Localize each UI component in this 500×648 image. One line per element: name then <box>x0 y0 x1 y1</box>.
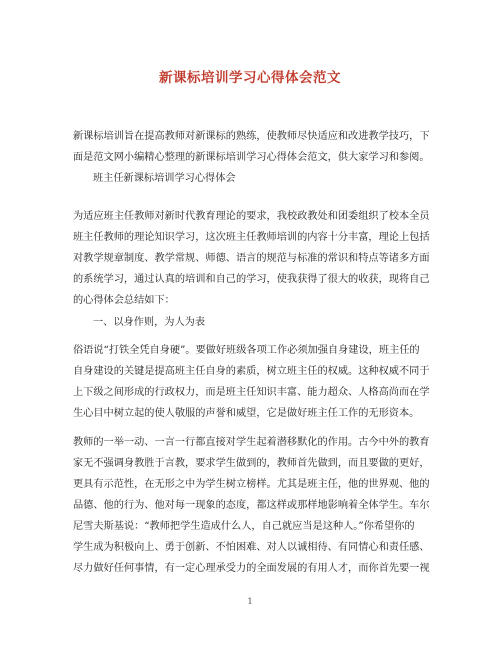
section-heading-text: 一、以身作则，为人为表 <box>93 317 206 328</box>
text-line: 对教学规章制度、教学常规、师德、语言的规范与标准的常识和特点等诸多方面 <box>73 253 430 264</box>
paragraph-1 <box>73 206 433 311</box>
text-line: 的系统学习，通过认真的培训和自己的学习，使我获得了很大的收获，现将自己 <box>73 274 430 285</box>
text-line: 品德、他的行为、他对每一现象的态度，都这样或那样地影响着全体学生。车尔 <box>73 500 430 511</box>
text-line: 上下级之间形成的行政权力，而是班主任知识丰富、能力超众、人格高尚而在学 <box>73 387 430 398</box>
text-line: 尽力做好任何事情，有一定心理承受力的全面发展的有用人才，而你首先要一视 <box>73 563 430 574</box>
text-line: 生心目中树立起的使人敬服的声誉和威望，它是做好班主任工作的无形资本。 <box>73 408 420 419</box>
text-line: 为适应班主任教师对新时代教育理论的要求，我校政教处和团委组织了校本全员 <box>73 211 430 222</box>
text-line: 俗语说“打铁全凭自身硬”。要做好班级各项工作必须加强自身建设，班主任的 <box>73 345 420 356</box>
text-line: 家无不强调身教胜于言教，要求学生做到的，教师首先做到，而且要做的更好， <box>73 458 430 469</box>
subtitle <box>93 168 453 189</box>
paragraph-3 <box>73 432 433 579</box>
document-title: 新课标培训学习心得体会范文 <box>159 70 341 86</box>
text-line: 更具有示范性，在无形之中为学生树立榜样。尤其是班主任，他的世界观、他的 <box>73 479 430 490</box>
section-heading <box>93 312 453 333</box>
intro-paragraph <box>73 126 433 168</box>
text-line: 的心得体会总结如下： <box>73 295 175 306</box>
page-number: 1 <box>247 597 253 606</box>
paragraph-2 <box>73 340 433 424</box>
subtitle-text: 班主任新课标培训学习心得体会 <box>93 173 236 184</box>
text-line: 学生成为积极向上、勇于创新、不怕困难、对人以诚相待、有同情心和责任感、 <box>73 542 430 553</box>
text-line: 尼雪夫斯基说：“教师把学生造成什么人，自己就应当是这种人。”你希望你的 <box>73 521 415 532</box>
text-line: 教师的一举一动、一言一行都直接对学生起着潜移默化的作用。古今中外的教育 <box>73 437 430 448</box>
text-line: 自身建设的关键是提高班主任自身的素质，树立班主任的权威。这种权威不同于 <box>73 366 430 377</box>
text-line: 面是范文网小编精心整理的新课标培训学习心得体会范文，供大家学习和参阅。 <box>73 152 430 163</box>
text-line: 新课标培训旨在提高教师对新课标的熟练，使教师尽快适应和改进教学技巧，下 <box>73 131 430 142</box>
text-line: 班主任教师的理论知识学习，这次班主任教师培训的内容十分丰富，理论上包括 <box>73 232 430 243</box>
